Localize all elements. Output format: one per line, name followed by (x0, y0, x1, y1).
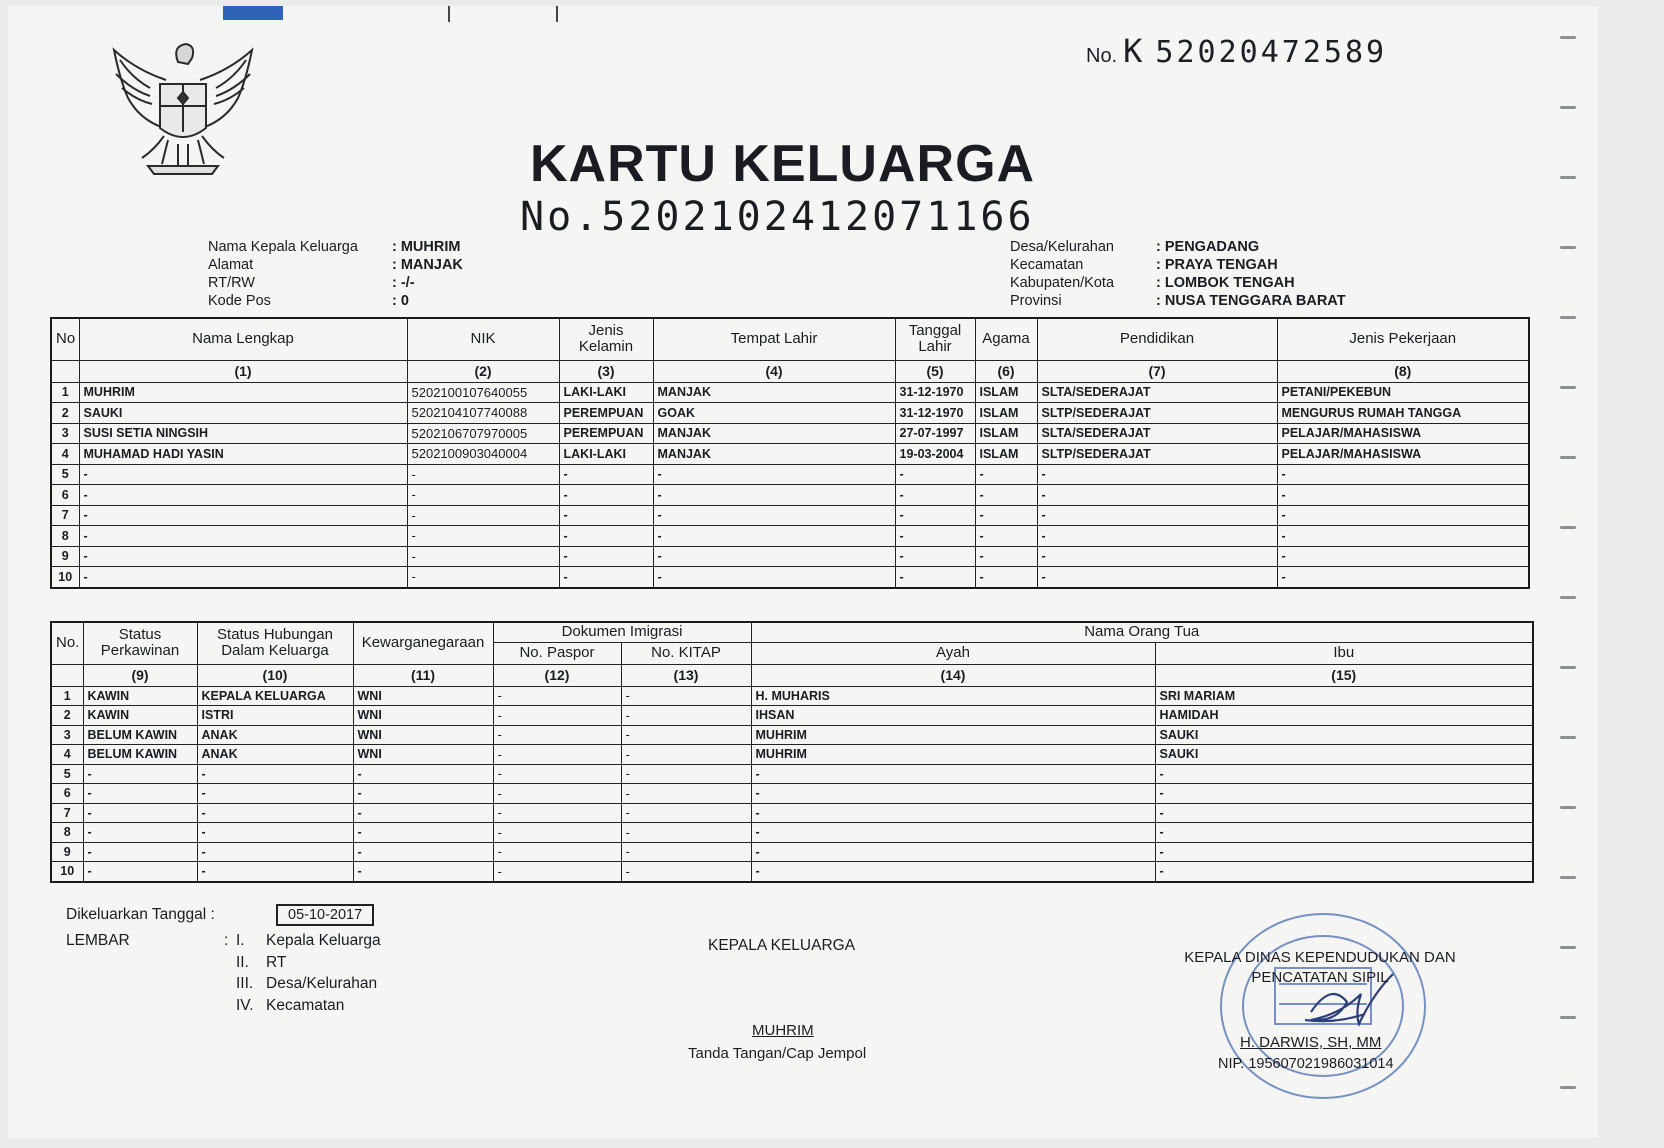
table-cell: ISLAM (975, 403, 1037, 424)
table-cell: - (559, 567, 653, 588)
table-cell: 5202100903040004 (407, 444, 559, 465)
table-cell: - (975, 526, 1037, 547)
row-number: 3 (51, 423, 79, 444)
row-number: 2 (51, 403, 79, 424)
table-cell: - (895, 546, 975, 567)
table-cell: SRI MARIAM (1155, 686, 1533, 706)
table-cell: WNI (353, 706, 493, 726)
table-cell: - (1155, 784, 1533, 804)
col-header: Status Perkawinan (83, 622, 197, 664)
table-cell: PELAJAR/MAHASISWA (1277, 444, 1529, 465)
table-cell: - (79, 526, 407, 547)
col-header: Jenis Kelamin (559, 318, 653, 360)
col-number: (7) (1037, 360, 1277, 382)
table-cell: SAUKI (1155, 745, 1533, 765)
edge-mark (556, 6, 558, 22)
row-number: 3 (51, 725, 83, 745)
col-header: No. Paspor (493, 642, 621, 664)
table-cell: HAMIDAH (1155, 706, 1533, 726)
col-number: (1) (79, 360, 407, 382)
row-number: 7 (51, 803, 83, 823)
table-cell: - (1277, 546, 1529, 567)
table-cell: IHSAN (751, 706, 1155, 726)
table-cell: - (559, 505, 653, 526)
col-header: Tanggal Lahir (895, 318, 975, 360)
table-cell: - (1037, 526, 1277, 547)
table-cell: - (1037, 546, 1277, 567)
edge-mark (448, 6, 450, 22)
head-of-family-title: KEPALA KELUARGA (708, 937, 856, 954)
table-cell: - (653, 505, 895, 526)
table-cell: ANAK (197, 745, 353, 765)
table-row (51, 725, 1533, 745)
table-cell: - (407, 464, 559, 485)
row-number: 1 (51, 686, 83, 706)
table-cell: - (895, 464, 975, 485)
table-cell: - (197, 803, 353, 823)
info-label: Desa/Kelurahan (1010, 239, 1114, 255)
table-cell: WNI (353, 686, 493, 706)
info-value: : MUHRIM (392, 239, 461, 255)
table-cell: - (83, 842, 197, 862)
table-cell: - (559, 546, 653, 567)
table-row (51, 505, 1529, 526)
table-cell: SLTP/SEDERAJAT (1037, 444, 1277, 465)
table-cell: 31-12-1970 (895, 382, 975, 403)
serial-digits: 52020472589 (1155, 35, 1388, 70)
col-number (51, 360, 79, 382)
table-row (51, 842, 1533, 862)
table-cell: ISLAM (975, 423, 1037, 444)
row-number: 9 (51, 842, 83, 862)
sheet-item: Kecamatan (266, 996, 345, 1014)
table-cell: - (79, 464, 407, 485)
info-value: : LOMBOK TENGAH (1156, 275, 1295, 291)
table-cell: - (621, 725, 751, 745)
table-cell: - (407, 526, 559, 547)
table-cell: - (559, 485, 653, 506)
table-cell: LAKI-LAKI (559, 382, 653, 403)
table-cell: - (353, 862, 493, 882)
table-cell: - (895, 505, 975, 526)
table-row (51, 423, 1529, 444)
table-cell: - (353, 784, 493, 804)
table-cell: - (1277, 505, 1529, 526)
table-cell: WNI (353, 725, 493, 745)
table-cell: - (975, 567, 1037, 588)
table-cell: - (751, 842, 1155, 862)
col-number: (15) (1155, 664, 1533, 686)
table-cell: BELUM KAWIN (83, 725, 197, 745)
col-header: Kewarganegaraan (353, 622, 493, 664)
table-cell: - (559, 526, 653, 547)
table-cell: - (975, 505, 1037, 526)
table-cell: - (197, 823, 353, 843)
col-header: Nama Orang Tua (751, 622, 1533, 642)
col-header: Dokumen Imigrasi (493, 622, 751, 642)
row-number: 8 (51, 526, 79, 547)
table-row (51, 526, 1529, 547)
table-cell: - (407, 485, 559, 506)
document-title: KARTU KELUARGA (530, 135, 1036, 193)
col-number: (12) (493, 664, 621, 686)
col-number: (3) (559, 360, 653, 382)
info-label: Kode Pos (208, 293, 271, 309)
table-cell: - (975, 546, 1037, 567)
col-header: Nama Lengkap (79, 318, 407, 360)
col-header: Status Hubungan Dalam Keluarga (197, 622, 353, 664)
table-cell: - (751, 784, 1155, 804)
table-cell: - (79, 546, 407, 567)
table-cell: - (751, 862, 1155, 882)
col-number: (4) (653, 360, 895, 382)
table-cell: H. MUHARIS (751, 686, 1155, 706)
sheet-distribution (66, 930, 381, 1014)
table-cell: - (83, 823, 197, 843)
signature-caption: Tanda Tangan/Cap Jempol (688, 1045, 867, 1062)
table-row (51, 745, 1533, 765)
table-cell: - (493, 745, 621, 765)
table-row (51, 823, 1533, 843)
col-number: (13) (621, 664, 751, 686)
sheet-colon: : (224, 932, 229, 949)
col-number: (5) (895, 360, 975, 382)
table-cell: - (493, 784, 621, 804)
status-table (50, 621, 1534, 883)
col-number: (11) (353, 664, 493, 686)
kk-number: No.5202102412071166 (520, 194, 1035, 240)
table-cell: - (493, 842, 621, 862)
table-cell: - (353, 823, 493, 843)
table-row (51, 764, 1533, 784)
table-cell: - (83, 862, 197, 882)
info-label: Alamat (208, 257, 254, 273)
row-number: 4 (51, 745, 83, 765)
info-value: : PRAYA TENGAH (1156, 257, 1278, 273)
table-cell: 19-03-2004 (895, 444, 975, 465)
table-cell: MUHRIM (751, 725, 1155, 745)
issued-date-block (66, 906, 363, 924)
table-cell: KAWIN (83, 706, 197, 726)
table-cell: SUSI SETIA NINGSIH (79, 423, 407, 444)
table-cell: 27-07-1997 (895, 423, 975, 444)
sheet-label: LEMBAR (66, 932, 130, 949)
table-cell: - (621, 745, 751, 765)
table-cell: - (1155, 842, 1533, 862)
col-header: No. KITAP (621, 642, 751, 664)
serial-letter: K (1123, 32, 1146, 70)
table-cell: MUHAMAD HADI YASIN (79, 444, 407, 465)
serial-prefix: No. (1086, 45, 1118, 67)
table-cell: - (895, 485, 975, 506)
table-cell: PEREMPUAN (559, 423, 653, 444)
table-cell: KAWIN (83, 686, 197, 706)
torn-edge-mark (223, 6, 283, 20)
table-cell: SLTP/SEDERAJAT (1037, 403, 1277, 424)
info-value: : -/- (392, 275, 415, 291)
table-cell: - (1277, 526, 1529, 547)
table-cell: - (751, 803, 1155, 823)
table-cell: - (493, 706, 621, 726)
col-number: (10) (197, 664, 353, 686)
table-cell: - (653, 485, 895, 506)
table-cell: - (1155, 764, 1533, 784)
row-number: 8 (51, 823, 83, 843)
table-cell: 31-12-1970 (895, 403, 975, 424)
col-number: (2) (407, 360, 559, 382)
sheet-roman: IV. (236, 996, 254, 1014)
official-stamp-icon (1215, 908, 1431, 1104)
table-row (51, 382, 1529, 403)
table-cell: BELUM KAWIN (83, 745, 197, 765)
table-cell: SAUKI (1155, 725, 1533, 745)
table-cell: - (751, 764, 1155, 784)
table-cell: MUHRIM (751, 745, 1155, 765)
table-cell: LAKI-LAKI (559, 444, 653, 465)
info-label: Kecamatan (1010, 257, 1084, 273)
issued-date: 05-10-2017 (276, 904, 374, 926)
sheet-roman: I. (236, 932, 245, 949)
info-label: RT/RW (208, 275, 255, 291)
table-cell: - (1155, 862, 1533, 882)
table-cell: - (197, 862, 353, 882)
table-cell: - (83, 784, 197, 804)
table-cell: PETANI/PEKEBUN (1277, 382, 1529, 403)
table-cell: - (621, 862, 751, 882)
table-cell: - (895, 567, 975, 588)
table-cell: - (79, 567, 407, 588)
col-header: Pendidikan (1037, 318, 1277, 360)
table-cell: - (653, 567, 895, 588)
table-cell: - (1277, 464, 1529, 485)
table-cell: MANJAK (653, 423, 895, 444)
table-cell: - (83, 803, 197, 823)
table-cell: - (493, 725, 621, 745)
table-cell: SAUKI (79, 403, 407, 424)
row-number: 10 (51, 567, 79, 588)
row-number: 1 (51, 382, 79, 403)
col-header: Ayah (751, 642, 1155, 664)
table-cell: - (621, 764, 751, 784)
table-cell: SLTA/SEDERAJAT (1037, 382, 1277, 403)
col-header: No (51, 318, 79, 360)
official-title-line2: PENCATATAN SIPIL (1251, 969, 1389, 986)
table-cell: - (493, 862, 621, 882)
col-header: NIK (407, 318, 559, 360)
table-cell: - (621, 803, 751, 823)
table-cell: MANJAK (653, 382, 895, 403)
col-header: No. (51, 622, 83, 664)
sheet-roman: II. (236, 953, 249, 971)
col-header: Agama (975, 318, 1037, 360)
row-number: 7 (51, 505, 79, 526)
table-cell: - (407, 505, 559, 526)
col-number: (8) (1277, 360, 1529, 382)
table-cell: - (197, 764, 353, 784)
sheet-item: RT (266, 953, 287, 971)
info-label: Provinsi (1010, 293, 1062, 309)
head-of-family-name: MUHRIM (752, 1022, 814, 1039)
table-cell: - (1277, 485, 1529, 506)
table-cell: PEREMPUAN (559, 403, 653, 424)
table-cell: - (1037, 505, 1277, 526)
row-number: 6 (51, 784, 83, 804)
sheet-roman: III. (236, 975, 254, 992)
serial-number (1086, 32, 1387, 70)
table-cell: - (407, 546, 559, 567)
info-value: : PENGADANG (1156, 239, 1260, 255)
sheet-item: Desa/Kelurahan (266, 975, 378, 992)
table-cell: WNI (353, 745, 493, 765)
issued-label: Dikeluarkan Tanggal : (66, 906, 215, 923)
table-cell: - (1277, 567, 1529, 588)
info-value: : NUSA TENGGARA BARAT (1156, 293, 1346, 309)
col-header: Tempat Lahir (653, 318, 895, 360)
table-row (51, 862, 1533, 882)
table-cell: - (653, 526, 895, 547)
table-cell: MUHRIM (79, 382, 407, 403)
family-info-right (1010, 238, 1346, 310)
table-cell: - (621, 784, 751, 804)
table-cell: - (1155, 823, 1533, 843)
table-row (51, 444, 1529, 465)
col-number: (6) (975, 360, 1037, 382)
table-cell: - (895, 526, 975, 547)
table-cell: - (1155, 803, 1533, 823)
official-title-line1: KEPALA DINAS KEPENDUDUKAN DAN (1184, 949, 1456, 966)
table-row (51, 686, 1533, 706)
table-cell: 5202106707970005 (407, 423, 559, 444)
row-number: 9 (51, 546, 79, 567)
table-cell: - (493, 764, 621, 784)
col-header: Ibu (1155, 642, 1533, 664)
row-number: 2 (51, 706, 83, 726)
garuda-emblem-icon (108, 40, 258, 180)
row-number: 5 (51, 764, 83, 784)
table-cell: - (975, 485, 1037, 506)
table-cell: - (197, 784, 353, 804)
table-cell: - (621, 706, 751, 726)
official-nip: NIP. 195607021986031014 (1218, 1056, 1394, 1072)
official-name: H. DARWIS, SH, MM (1240, 1034, 1382, 1051)
table-cell: - (353, 842, 493, 862)
info-label: Kabupaten/Kota (1010, 275, 1115, 291)
table-cell: - (751, 823, 1155, 843)
table-cell: - (621, 686, 751, 706)
table-row (51, 567, 1529, 588)
table-row (51, 485, 1529, 506)
table-cell: ISLAM (975, 382, 1037, 403)
table-cell: - (493, 803, 621, 823)
table-row (51, 706, 1533, 726)
table-cell: MANJAK (653, 444, 895, 465)
table-cell: PELAJAR/MAHASISWA (1277, 423, 1529, 444)
row-number: 6 (51, 485, 79, 506)
col-number: (9) (83, 664, 197, 686)
table-cell: - (407, 567, 559, 588)
table-row (51, 803, 1533, 823)
sheet-item: Kepala Keluarga (266, 932, 381, 949)
table-cell: GOAK (653, 403, 895, 424)
table-cell: MENGURUS RUMAH TANGGA (1277, 403, 1529, 424)
table-cell: KEPALA KELUARGA (197, 686, 353, 706)
info-label: Nama Kepala Keluarga (208, 239, 358, 255)
table-cell: - (559, 464, 653, 485)
info-value: : MANJAK (392, 257, 463, 273)
table-cell: - (353, 764, 493, 784)
row-number: 5 (51, 464, 79, 485)
table-cell: - (79, 505, 407, 526)
col-number (51, 664, 83, 686)
table-cell: - (83, 764, 197, 784)
table-cell: ANAK (197, 725, 353, 745)
table-cell: - (653, 546, 895, 567)
table-cell: - (1037, 567, 1277, 588)
row-number: 4 (51, 444, 79, 465)
family-info-left (208, 238, 463, 310)
table-cell: - (621, 823, 751, 843)
table-cell: 5202104107740088 (407, 403, 559, 424)
table-cell: - (493, 686, 621, 706)
table-cell: - (1037, 464, 1277, 485)
table-row (51, 784, 1533, 804)
table-cell: - (197, 842, 353, 862)
table-cell: - (653, 464, 895, 485)
col-number: (14) (751, 664, 1155, 686)
table-cell: - (79, 485, 407, 506)
table-row (51, 546, 1529, 567)
table-cell: ISTRI (197, 706, 353, 726)
table-cell: - (975, 464, 1037, 485)
official-title (1165, 948, 1475, 988)
row-number: 10 (51, 862, 83, 882)
info-value: : 0 (392, 293, 409, 309)
table-row (51, 464, 1529, 485)
table-cell: - (493, 823, 621, 843)
table-cell: ISLAM (975, 444, 1037, 465)
table-cell: - (621, 842, 751, 862)
table-cell: SLTA/SEDERAJAT (1037, 423, 1277, 444)
perforation-holes (1556, 36, 1576, 1116)
members-table (50, 317, 1530, 589)
table-cell: - (1037, 485, 1277, 506)
table-cell: - (353, 803, 493, 823)
table-row (51, 403, 1529, 424)
table-cell: 5202100107640055 (407, 382, 559, 403)
col-header: Jenis Pekerjaan (1277, 318, 1529, 360)
